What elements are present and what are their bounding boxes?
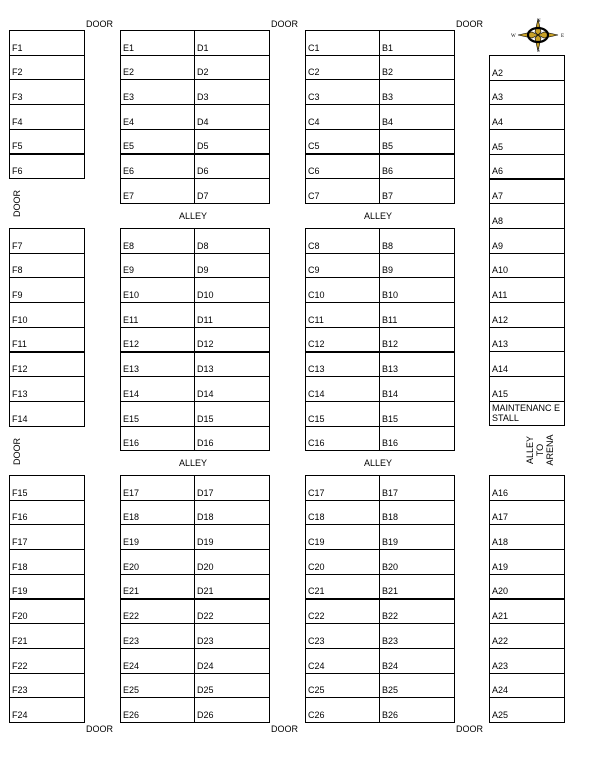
stall-b11: B11 <box>379 302 455 328</box>
stall-c9: C9 <box>305 253 380 279</box>
stall-f22: F22 <box>9 648 85 674</box>
stall-f13: F13 <box>9 376 85 402</box>
stall-f5: F5 <box>9 129 85 155</box>
stall-f4: F4 <box>9 104 85 130</box>
stall-c25: C25 <box>305 673 380 699</box>
stall-e18: E18 <box>120 500 195 526</box>
stall-e25: E25 <box>120 673 195 699</box>
stall-b16: B16 <box>379 426 455 452</box>
stall-a16: A16 <box>489 475 565 501</box>
stall-f21: F21 <box>9 623 85 649</box>
stall-e20: E20 <box>120 549 195 575</box>
stall-f10: F10 <box>9 302 85 328</box>
stall-e6: E6 <box>120 154 195 180</box>
stall-b15: B15 <box>379 401 455 427</box>
stall-c14: C14 <box>305 376 380 402</box>
stall-b26: B26 <box>379 697 455 723</box>
stall-e14: E14 <box>120 376 195 402</box>
stall-b21: B21 <box>379 574 455 600</box>
door-label-bottom-right: DOOR <box>456 724 483 734</box>
stall-e4: E4 <box>120 104 195 130</box>
stall-f19: F19 <box>9 574 85 600</box>
stall-c2: C2 <box>305 55 380 81</box>
stall-d3: D3 <box>194 79 270 105</box>
stall-b25: B25 <box>379 673 455 699</box>
stall-b6: B6 <box>379 154 455 180</box>
stall-a2: A2 <box>489 55 565 81</box>
stall-a7: A7 <box>489 179 565 205</box>
alley-label-upper-left: ALLEY <box>179 211 208 221</box>
door-label-bottom-left: DOOR <box>86 724 113 734</box>
compass-w: W <box>511 34 516 39</box>
stall-f20: F20 <box>9 599 85 625</box>
stall-a17: A17 <box>489 500 565 526</box>
stall-c4: C4 <box>305 104 380 130</box>
stall-b4: B4 <box>379 104 455 130</box>
stall-c3: C3 <box>305 79 380 105</box>
stall-e9: E9 <box>120 253 195 279</box>
stall-f16: F16 <box>9 500 85 526</box>
stall-a10: A10 <box>489 253 565 279</box>
door-label-top-right: DOOR <box>456 19 483 29</box>
stall-a21: A21 <box>489 599 565 625</box>
stall-b23: B23 <box>379 623 455 649</box>
stall-e8: E8 <box>120 228 195 254</box>
stall-b13: B13 <box>379 352 455 378</box>
stall-a15: A15 <box>489 376 565 402</box>
stall-c21: C21 <box>305 574 380 600</box>
stall-c5: C5 <box>305 129 380 155</box>
stall-f17: F17 <box>9 524 85 550</box>
compass-s: S <box>537 49 540 53</box>
stall-f23: F23 <box>9 673 85 699</box>
stall-a11: A11 <box>489 277 565 303</box>
stall-d2: D2 <box>194 55 270 81</box>
alley-to-arena-line-1: ALLEY <box>525 435 535 465</box>
stall-a23: A23 <box>489 648 565 674</box>
stall-b8: B8 <box>379 228 455 254</box>
stall-f14: F14 <box>9 401 85 427</box>
stall-b10: B10 <box>379 277 455 303</box>
stall-d24: D24 <box>194 648 270 674</box>
stall-a5: A5 <box>489 129 565 155</box>
stall-d25: D25 <box>194 673 270 699</box>
stall-c13: C13 <box>305 352 380 378</box>
stall-b22: B22 <box>379 599 455 625</box>
door-label-bottom-center: DOOR <box>271 724 298 734</box>
stall-e19: E19 <box>120 524 195 550</box>
alley-to-arena-line-2: TO <box>535 443 545 457</box>
compass-n: N <box>537 19 541 24</box>
stall-a14: A14 <box>489 351 565 377</box>
stall-d11: D11 <box>194 302 270 328</box>
compass-rose-icon <box>510 17 566 53</box>
alley-to-arena-label <box>525 430 555 470</box>
stall-a6: A6 <box>489 154 565 180</box>
stall-d9: D9 <box>194 253 270 279</box>
stall-e2: E2 <box>120 55 195 81</box>
stall-c12: C12 <box>305 327 380 353</box>
stall-d26: D26 <box>194 697 270 723</box>
stall-e11: E11 <box>120 302 195 328</box>
stall-c20: C20 <box>305 549 380 575</box>
stall-e23: E23 <box>120 623 195 649</box>
stall-b9: B9 <box>379 253 455 279</box>
stall-f18: F18 <box>9 549 85 575</box>
stall-e7: E7 <box>120 178 195 204</box>
alley-to-arena-line-3: ARENA <box>545 434 555 466</box>
stall-a8: A8 <box>489 203 565 229</box>
door-label-west-lower: DOOR <box>12 438 22 465</box>
stall-a3: A3 <box>489 80 565 106</box>
stall-d19: D19 <box>194 524 270 550</box>
stall-e12: E12 <box>120 327 195 353</box>
door-label-west-upper: DOOR <box>12 190 22 217</box>
stall-b17: B17 <box>379 475 455 501</box>
stall-b14: B14 <box>379 376 455 402</box>
stall-d13: D13 <box>194 352 270 378</box>
stall-e13: E13 <box>120 352 195 378</box>
stall-c18: C18 <box>305 500 380 526</box>
stall-d14: D14 <box>194 376 270 402</box>
stall-a22: A22 <box>489 623 565 649</box>
stall-c7: C7 <box>305 178 380 204</box>
stall-d12: D12 <box>194 327 270 353</box>
stall-c19: C19 <box>305 524 380 550</box>
stall-c8: C8 <box>305 228 380 254</box>
door-label-top-center: DOOR <box>271 19 298 29</box>
stall-d4: D4 <box>194 104 270 130</box>
stall-d23: D23 <box>194 623 270 649</box>
compass-e: E <box>561 34 565 39</box>
stall-b18: B18 <box>379 500 455 526</box>
stall-a19: A19 <box>489 549 565 575</box>
stall-f11: F11 <box>9 327 85 353</box>
stall-f15: F15 <box>9 475 85 501</box>
stall-b20: B20 <box>379 549 455 575</box>
stall-a13: A13 <box>489 327 565 353</box>
stall-f12: F12 <box>9 352 85 378</box>
stall-f8: F8 <box>9 253 85 279</box>
stall-b7: B7 <box>379 178 455 204</box>
stall-b12: B12 <box>379 327 455 353</box>
stall-d16: D16 <box>194 426 270 452</box>
stall-c11: C11 <box>305 302 380 328</box>
stall-d20: D20 <box>194 549 270 575</box>
stall-c15: C15 <box>305 401 380 427</box>
stall-c1: C1 <box>305 30 380 56</box>
stall-b2: B2 <box>379 55 455 81</box>
stall-f24: F24 <box>9 697 85 723</box>
stall-d8: D8 <box>194 228 270 254</box>
stall-e21: E21 <box>120 574 195 600</box>
stall-a24: A24 <box>489 673 565 699</box>
stall-d17: D17 <box>194 475 270 501</box>
stall-a18: A18 <box>489 524 565 550</box>
stall-f7: F7 <box>9 228 85 254</box>
stall-b24: B24 <box>379 648 455 674</box>
stall-d1: D1 <box>194 30 270 56</box>
stall-d6: D6 <box>194 154 270 180</box>
alley-label-lower-left: ALLEY <box>179 458 208 468</box>
stall-c22: C22 <box>305 599 380 625</box>
stall-b3: B3 <box>379 79 455 105</box>
stall-d18: D18 <box>194 500 270 526</box>
stall-f2: F2 <box>9 55 85 81</box>
maintenance-stall: MAINTENANC E STALL <box>489 401 565 427</box>
stall-a25: A25 <box>489 697 565 723</box>
stall-d7: D7 <box>194 178 270 204</box>
stall-a9: A9 <box>489 228 565 254</box>
stall-f3: F3 <box>9 79 85 105</box>
door-label-top-left: DOOR <box>86 19 113 29</box>
stall-a12: A12 <box>489 302 565 328</box>
stall-f6: F6 <box>9 154 85 180</box>
stall-c26: C26 <box>305 697 380 723</box>
stall-d22: D22 <box>194 599 270 625</box>
stall-d15: D15 <box>194 401 270 427</box>
stall-e17: E17 <box>120 475 195 501</box>
stall-c17: C17 <box>305 475 380 501</box>
stall-e3: E3 <box>120 79 195 105</box>
stall-f1: F1 <box>9 30 85 56</box>
stall-a4: A4 <box>489 104 565 130</box>
stall-f9: F9 <box>9 277 85 303</box>
stall-c6: C6 <box>305 154 380 180</box>
stall-e22: E22 <box>120 599 195 625</box>
stall-a20: A20 <box>489 574 565 600</box>
stall-e24: E24 <box>120 648 195 674</box>
stall-b19: B19 <box>379 524 455 550</box>
stall-c23: C23 <box>305 623 380 649</box>
stall-b5: B5 <box>379 129 455 155</box>
stall-e26: E26 <box>120 697 195 723</box>
stall-c10: C10 <box>305 277 380 303</box>
stall-e5: E5 <box>120 129 195 155</box>
stall-d21: D21 <box>194 574 270 600</box>
stall-e10: E10 <box>120 277 195 303</box>
stall-d5: D5 <box>194 129 270 155</box>
stall-d10: D10 <box>194 277 270 303</box>
stall-c16: C16 <box>305 426 380 452</box>
stall-c24: C24 <box>305 648 380 674</box>
alley-label-lower-right: ALLEY <box>364 458 393 468</box>
stall-e1: E1 <box>120 30 195 56</box>
stall-b1: B1 <box>379 30 455 56</box>
alley-label-upper-right: ALLEY <box>364 211 393 221</box>
stall-e15: E15 <box>120 401 195 427</box>
stall-e16: E16 <box>120 426 195 452</box>
